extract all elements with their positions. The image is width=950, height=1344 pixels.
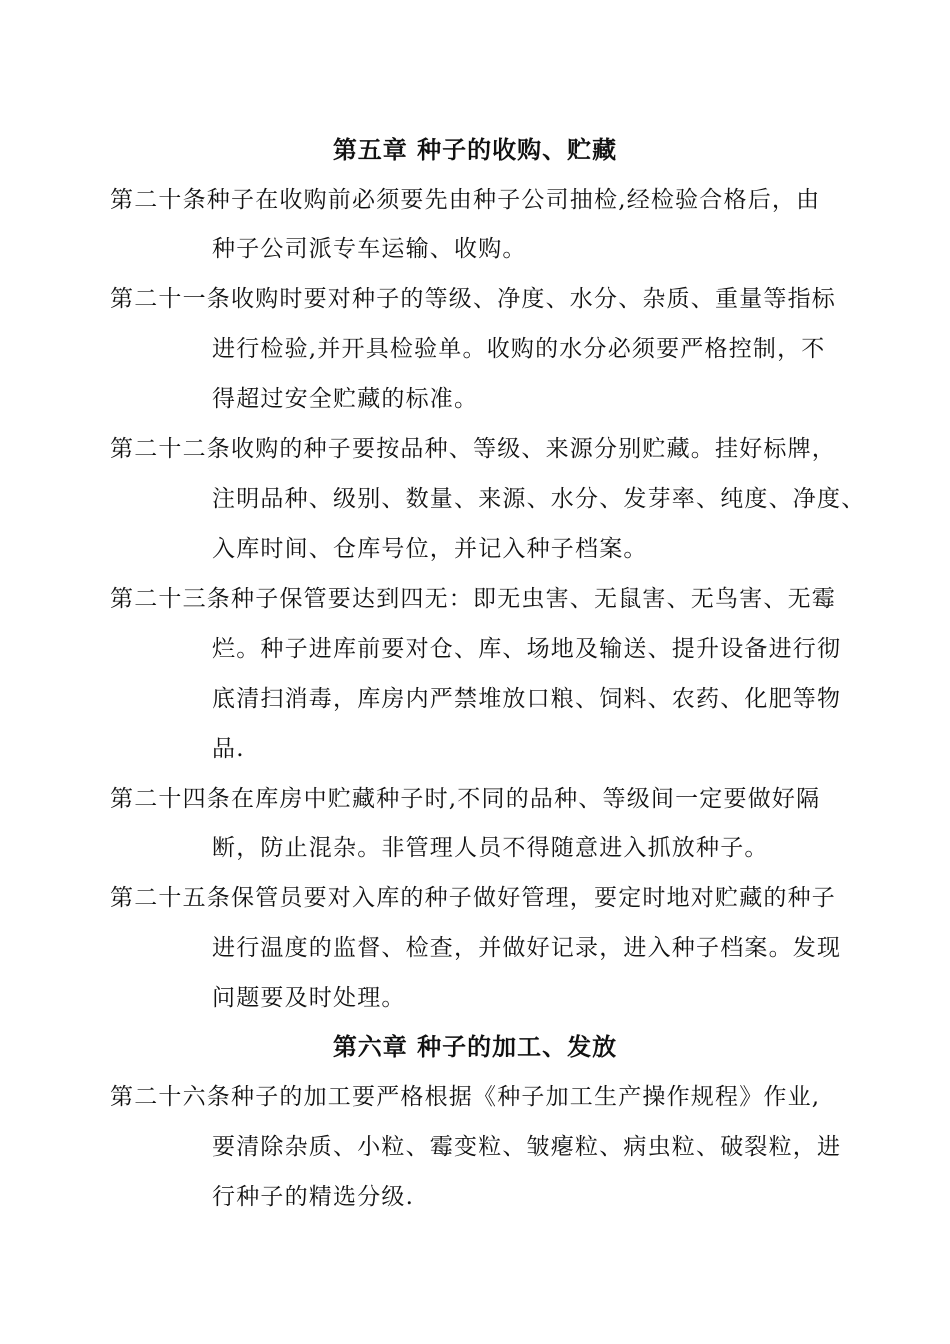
article-26-line-2: 要清除杂质、小粒、霉变粒、皱瘪粒、病虫粒、破裂粒，进 <box>212 1134 842 1160</box>
chapter-6-title: 第六章 种子的加工、发放 <box>332 1032 618 1061</box>
article-26-line-1: 第二十六条种子的加工要严格根据《种子加工生产操作规程》作业, <box>110 1084 821 1110</box>
article-23-line-3: 底清扫消毒，库房内严禁堆放口粮、饲料、农药、化肥等物 <box>212 686 842 712</box>
article-21-line-2: 进行检验,并开具检验单。收购的水分必须要严格控制，不 <box>212 336 826 362</box>
article-22-line-3: 入库时间、仓库号位，并记入种子档案。 <box>212 536 648 562</box>
article-25-line-1: 第二十五条保管员要对入库的种子做好管理，要定时地对贮藏的种子 <box>110 885 836 911</box>
article-20-line-2: 种子公司派专车运输、收购。 <box>212 236 527 262</box>
article-22-line-1: 第二十二条收购的种子要按品种、等级、来源分别贮藏。挂好标牌， <box>110 436 836 462</box>
article-26-line-3: 行种子的精选分级. <box>212 1184 415 1210</box>
article-20-line-1: 第二十条种子在收购前必须要先由种子公司抽检,经检验合格后，由 <box>110 187 821 213</box>
article-22-line-2: 注明品种、级别、数量、来源、水分、发芽率、纯度、净度、 <box>212 486 866 512</box>
chapter-5-title: 第五章 种子的收购、贮藏 <box>332 135 618 164</box>
article-23-line-2: 烂。种子进库前要对仓、库、场地及输送、提升设备进行彻 <box>212 636 842 662</box>
article-25-line-2: 进行温度的监督、检查，并做好记录，进入种子档案。发现 <box>212 935 842 961</box>
article-25-line-3: 问题要及时处理。 <box>212 985 406 1011</box>
article-21-line-1: 第二十一条收购时要对种子的等级、净度、水分、杂质、重量等指标 <box>110 286 836 312</box>
article-24-line-2: 断，防止混杂。非管理人员不得随意进入抓放种子。 <box>212 835 769 861</box>
article-21-line-3: 得超过安全贮藏的标准。 <box>212 386 479 412</box>
article-23-line-1: 第二十三条种子保管要达到四无：即无虫害、无鼠害、无鸟害、无霉 <box>110 586 836 612</box>
article-24-line-1: 第二十四条在库房中贮藏种子时,不同的品种、等级间一定要做好隔 <box>110 786 821 812</box>
article-23-line-4: 品. <box>212 736 245 762</box>
